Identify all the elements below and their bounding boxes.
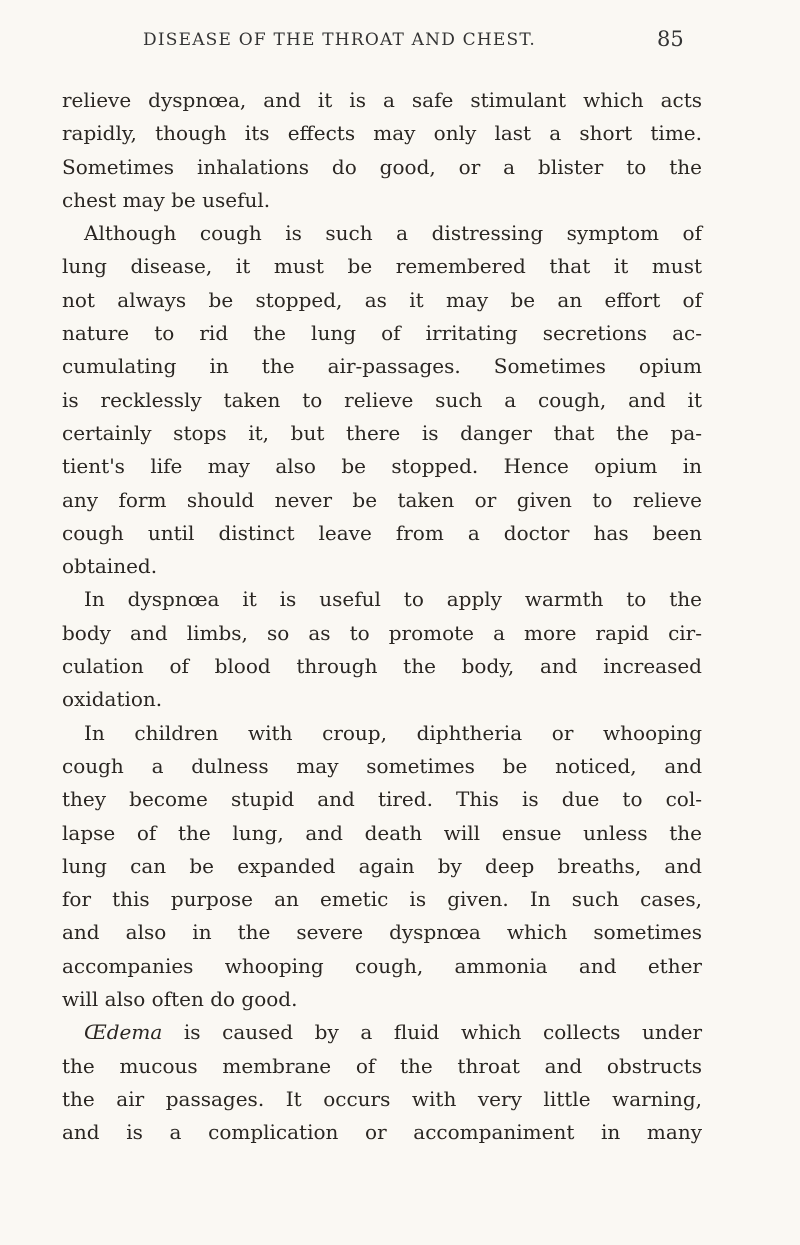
text-line: body and limbs, so as to promote a more rapid cir-: [62, 620, 702, 645]
running-title: DISEASE OF THE THROAT AND CHEST.: [143, 30, 536, 50]
page-number: 85: [657, 27, 684, 51]
text-line: rapidly, though its effects may only last a short time.: [62, 121, 702, 146]
text-line: cough a dulness may sometimes be noticed, and: [62, 753, 702, 778]
text-line: culation of blood through the body, and increased: [62, 654, 702, 679]
text-line: obtained.: [62, 554, 158, 579]
text-line: Sometimes inhalations do good, or a blister to the: [62, 154, 702, 179]
text-line: and is a complication or accompaniment in many: [62, 1120, 702, 1145]
text-line: any form should never be taken or given to relieve: [62, 487, 702, 512]
text-line: Although cough is such a distressing symptom of: [84, 221, 702, 246]
text-line: not always be stopped, as it may be an effort of: [62, 287, 702, 312]
text-line: the air passages. It occurs with very little warning,: [62, 1086, 702, 1111]
text-line: cough until distinct leave from a doctor has been: [62, 520, 702, 545]
text-line: and also in the severe dyspnœa which sometimes: [62, 920, 702, 945]
text-line: oxidation.: [62, 687, 163, 712]
text-line: In dyspnœa it is useful to apply warmth to the: [84, 587, 702, 612]
text-line: lung disease, it must be remembered that it must: [62, 254, 702, 279]
text-line: In children with croup, diphtheria or whooping: [84, 720, 702, 745]
text-line: the mucous membrane of the throat and obstructs: [62, 1053, 702, 1078]
oedema-term: Œdema: [84, 1020, 163, 1045]
body-text: [62, 84, 702, 1150]
text-line: lung can be expanded again by deep breaths, and: [62, 853, 702, 878]
text-line: nature to rid the lung of irritating secretions ac-: [62, 321, 702, 346]
text-line: accompanies whooping cough, ammonia and ether: [62, 953, 702, 978]
text-line: they become stupid and tired. This is due to col-: [62, 787, 702, 812]
text-line: [62, 1016, 702, 1049]
text-line: cumulating in the air-passages. Sometimes opium: [62, 354, 702, 379]
text-line: chest may be useful.: [62, 187, 271, 212]
text-line: for this purpose an emetic is given. In such cases,: [62, 887, 702, 912]
text-line: relieve dyspnœa, and it is a safe stimulant which acts: [62, 88, 702, 112]
text-line: tient's life may also be stopped. Hence opium in: [62, 454, 702, 479]
text-line: certainly stops it, but there is danger that the pa-: [62, 420, 702, 445]
text-line: lapse of the lung, and death will ensue unless the: [62, 820, 702, 845]
text-line: is recklessly taken to relieve such a cough, and it: [62, 387, 702, 412]
oedema-first-line: is caused by a fluid which collects under: [162, 1020, 702, 1045]
text-line: will also often do good.: [62, 987, 298, 1012]
